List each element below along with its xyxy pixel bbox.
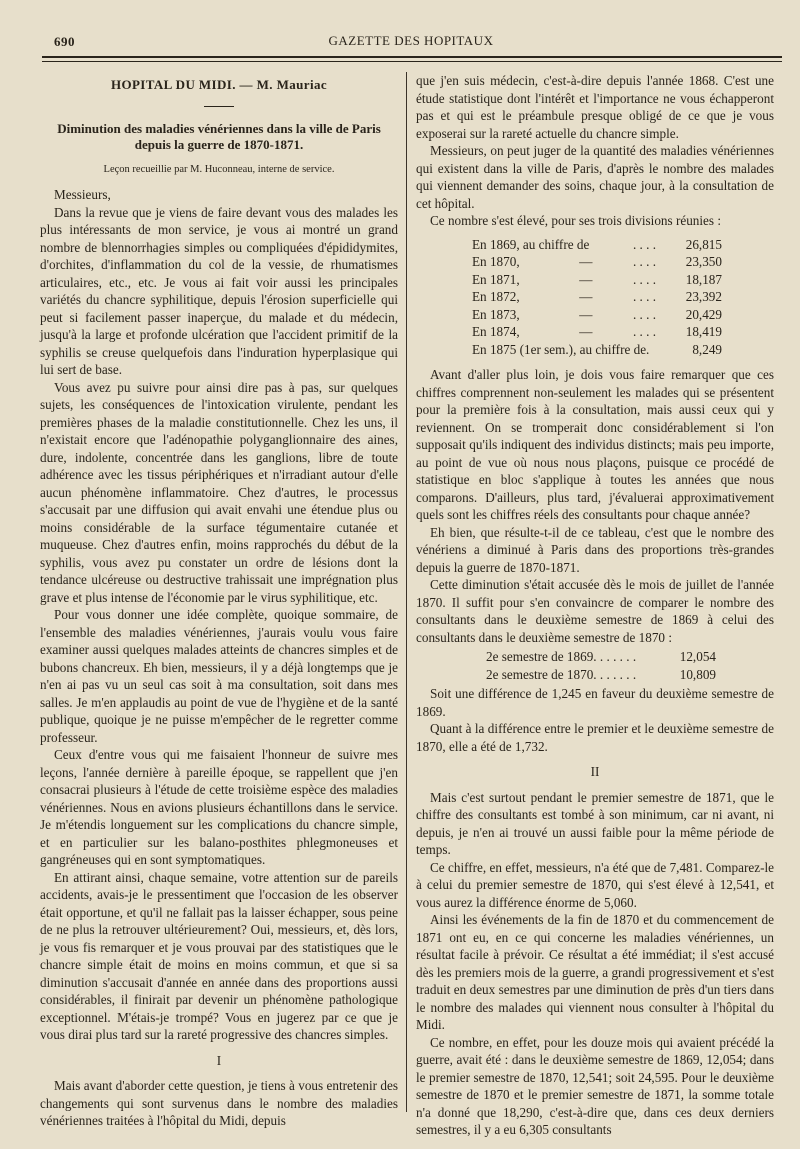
stats-year: En 1874, <box>472 324 520 339</box>
paragraph: Mais avant d'aborder cette question, je tiens à vous entretenir des changements qui sont survenus dans le nombre des maladies vénériennes traitées à l'hôpital du Midi, depuis <box>40 1078 398 1128</box>
stats-dots: . . . . <box>632 324 657 339</box>
section-number-one: I <box>216 1052 222 1068</box>
stats-dash: — <box>579 306 593 322</box>
paragraph: Quant à la différence entre le premier et le deuxième semestre de 1870, elle a été de 1,732. <box>416 721 774 754</box>
paragraph: Pour vous donner une idée complète, quoique sommaire, de l'ensemble des maladies vénériennes, j'aurais voulu vous faire examiner aussi quelques malades atteints de chancres simples et de bubons chancreux. Eh bien, messieurs, il y a déjà longtemps que je n'en ai pas vu un seul cas soit à ma consultation, soit dans mes salles. Je m'en applaudis au point de vue de l'hygiène et de la santé publique, quoique je ne puisse m'empêcher de le regretter comme professeur. <box>40 607 398 745</box>
stats-dots: . . . . <box>632 236 657 252</box>
stats-row <box>472 288 722 306</box>
right-column <box>416 72 774 1139</box>
stats-value: 23,392 <box>685 289 722 304</box>
stats-row <box>472 236 722 254</box>
left-column <box>40 72 398 1130</box>
stats-dash: — <box>579 254 593 269</box>
journal-title: GAZETTE DES HOPITAUX <box>328 33 494 48</box>
page-number: 690 <box>54 34 75 49</box>
stats-row <box>472 323 722 341</box>
stats-value: 23,350 <box>685 254 722 269</box>
semester-table <box>416 648 774 683</box>
stats-row <box>472 253 722 271</box>
stats-value: 18,187 <box>685 271 722 287</box>
paragraph: Ainsi les événements de la fin de 1870 et du commencement de 1871 ont eu, en ce qui concerne les maladies vénériennes, un résultat facile à prévoir. Ce résultat a été immédiat; il s'est accusé dès les premiers mois de la guerre, a grandi progressivement et s'est traduit en deux semestres par une diminution de près d'un tiers dans le nombre des malades qui viennent nous consulter à l'hôpital du Midi. <box>416 912 774 1032</box>
heading-divider <box>204 106 234 107</box>
stats-year: En 1871, <box>472 271 520 287</box>
stats-dash: — <box>579 271 593 287</box>
stats-row <box>472 341 722 359</box>
section-number-two: II <box>590 764 600 779</box>
column-divider <box>406 72 407 1112</box>
semester-label: 2e semestre de 1870. . . . . . . <box>486 666 637 682</box>
page-header <box>40 30 782 52</box>
paragraph: En attirant ainsi, chaque semaine, votre attention sur de pareils accidents, avais-je le pressentiment que l'occasion de les observer était opportune, et qu'il ne fallait pas la laisser échapper, sous peine de ne plus la retrouver ultérieurement? Oui, messieurs, et, dès lors, je vous fis remarquer et je vous prouvai par des statistiques que le chancre simple était de moins en moins commun, et que si sa diminution s'accusait d'année en année dans des proportions aussi considérables, il finirait par devenir un phénomène pathologique exceptionnel. M'étais-je trompé? Vous en jugerez par ce que je vous dirai plus tard sur la rareté progressive des chancres simples. <box>40 869 398 1042</box>
stats-dots: . . . . <box>632 289 657 304</box>
stats-dots: . . . . <box>632 254 657 269</box>
paragraph: Avant d'aller plus loin, je dois vous faire remarquer que ces chiffres comprennent non-seulement les malades qui se présentent pour la première fois à la consultation, mais aussi ceux qui y reviennent. On se tromperait donc considérablement si l'on supposait qu'ils indiquent des individus distincts; mais peu importe, au point de vue où nous nous plaçons, puisque ce procédé de statistique en bloc s'applique à toutes les années que nous comparons. D'ailleurs, plus tard, j'évaluerai approximativement quels sont les chiffres réels des consultants pour chaque année? <box>416 367 774 522</box>
article-byline: Leçon recueillie par M. Huconneau, interne de service. <box>103 163 335 175</box>
stats-value: 20,429 <box>685 306 722 322</box>
stats-value: 8,249 <box>692 341 722 357</box>
paragraph: Ce nombre, en effet, pour les douze mois qui avaient précédé la guerre, avait été : dans le deuxième semestre de 1869, 12,054; dans le premier semestre de 1870, 12,541; soit 24,595. Pour le deuxième semestre de 1870 et le premier semestre de 1871, la somme totale n'a donné que 18,290, c'est-à-dire que, dans ces deux derniers semestres, il y a eu 6,305 consultants <box>416 1034 774 1137</box>
stats-value: 26,815 <box>685 236 722 252</box>
stats-year: En 1873, <box>472 306 520 322</box>
stats-year: En 1872, <box>472 289 520 304</box>
stats-dots: . . . . <box>632 271 657 287</box>
paragraph: Mais c'est surtout pendant le premier semestre de 1871, que le chiffre des consultants est tombé à son minimum, car ni avant, ni depuis, je n'en ai trouvé un aussi faible pour la même période de temps. <box>416 789 774 857</box>
header-rule-thin <box>42 61 782 62</box>
paragraph: Cette diminution s'était accusée dès le mois de juillet de l'année 1870. Il suffit pour s'en convaincre de comparer le nombre des consultants dans le deuxième semestre de 1869 à celui des consultants dans le deuxième semestre de 1870 : <box>416 577 774 645</box>
paragraph: que j'en suis médecin, c'est-à-dire depuis l'année 1868. C'est une étude statistique dont l'intérêt et l'importance ne vous échapperont pas et qui est le préambule presque obligé de ce que je vous exposerai sur la rareté actuelle du chancre simple. <box>416 73 774 141</box>
stats-row <box>472 271 722 289</box>
semester-label: 2e semestre de 1869. . . . . . . <box>486 649 637 664</box>
paragraph: Ce nombre s'est élevé, pour ses trois divisions réunies : <box>430 213 721 228</box>
semester-row <box>486 648 716 666</box>
paragraph: Ce chiffre, en effet, messieurs, n'a été que de 7,481. Comparez-le à celui du premier semestre de 1870, qui s'est élevé à 12,541, et vous aurez la différence énorme de 5,060. <box>416 859 774 910</box>
stats-dash: — <box>579 324 593 339</box>
stats-row <box>472 306 722 324</box>
semester-row <box>486 666 716 684</box>
article-title: Diminution des maladies vénériennes dans la ville de Paris depuis la guerre de 1870-1871. <box>57 120 381 152</box>
stats-value: 18,419 <box>685 324 722 339</box>
stats-dots: . . . . <box>632 306 657 322</box>
stats-year: En 1870, <box>472 254 520 269</box>
header-rule-thick <box>42 56 782 58</box>
stats-year: En 1875 (1er sem.), au chiffre de. <box>472 341 650 357</box>
paragraph: Soit une différence de 1,245 en faveur du deuxième semestre de 1869. <box>416 686 774 719</box>
paragraph: Eh bien, que résulte-t-il de ce tableau, c'est que le nombre des vénériens a diminué à Paris dans des proportions très-grandes depuis la guerre de 1870-1871. <box>416 524 774 575</box>
stats-dash: — <box>579 289 593 304</box>
paragraph: Dans la revue que je viens de faire devant vous des malades les plus intéressants de mon service, je vous ai montré un grand nombre de blennorrhagies simples ou compliquées d'épididymites, d'orchites, d'inflammation du col de la vessie, de rhumatismes articulaires, etc., etc. Je vous ai fait voir aussi les principales variétés du chancre syphilitique, depuis l'érosion superficielle qui peut si facilement passer inaperçue, du malade et du médecin, jusqu'à la large et profonde ulcération que l'accident primitif de la syphilis se creuse quelquefois dans l'induration hyperplasique qui lui sert de base. <box>40 204 398 377</box>
stats-year: En 1869, au chiffre de <box>472 236 590 252</box>
paragraph: Vous avez pu suivre pour ainsi dire pas à pas, sur quelques sujets, les conséquences de l'intoxication virulente, pendant les premières phases de la maladie constitutionnelle. Chez les uns, il n'existait encore que l'adénopathie polyganglionnaire des aines, dure, indolente, concentrée dans les ganglions, libre de toute adhérence avec les tissus périphériques et n'irradiant autour d'elle aucun phénomène inflammatoire. Chez d'autres, le processus s'accusait par une diffusion qui avait envahi une étendue plus ou moins considérable de la surface tégumentaire cutanée et muqueuse. Chez d'autres enfin, moins rapprochés du début de la syphilis, vous avez pu constater un ordre de lésions dont la tendance ulcéreuse ou destructive trahissait une imprégnation plus grave et plus intense de l'économie par le virus syphilitique, etc. <box>40 379 398 605</box>
semester-value: 12,054 <box>679 649 716 664</box>
paragraph: Messieurs, on peut juger de la quantité des maladies vénériennes qui existent dans la ville de Paris, d'après le nombre des malades qui viennent demander des soins, chaque jour, à la consultation de cet hôpital. <box>416 143 774 211</box>
paragraph: Ceux d'entre vous qui me faisaient l'honneur de suivre mes leçons, l'année dernière à pareille époque, se rappellent que j'en consacrai plusieurs à l'étude de cette troisième espèce des maladies vénériennes. Nous en avions plusieurs échantillons dans le service. Je m'étendis longuement sur les complications du chancre simple, et en particulier sur les balano-posthites phlegmoneuses et gangréneuses qui en sont symptomatiques. <box>40 747 398 867</box>
stats-table <box>416 236 774 359</box>
salutation: Messieurs, <box>54 187 111 202</box>
semester-value: 10,809 <box>679 666 716 682</box>
hospital-heading: HOPITAL DU MIDI. — M. Mauriac <box>110 77 328 92</box>
